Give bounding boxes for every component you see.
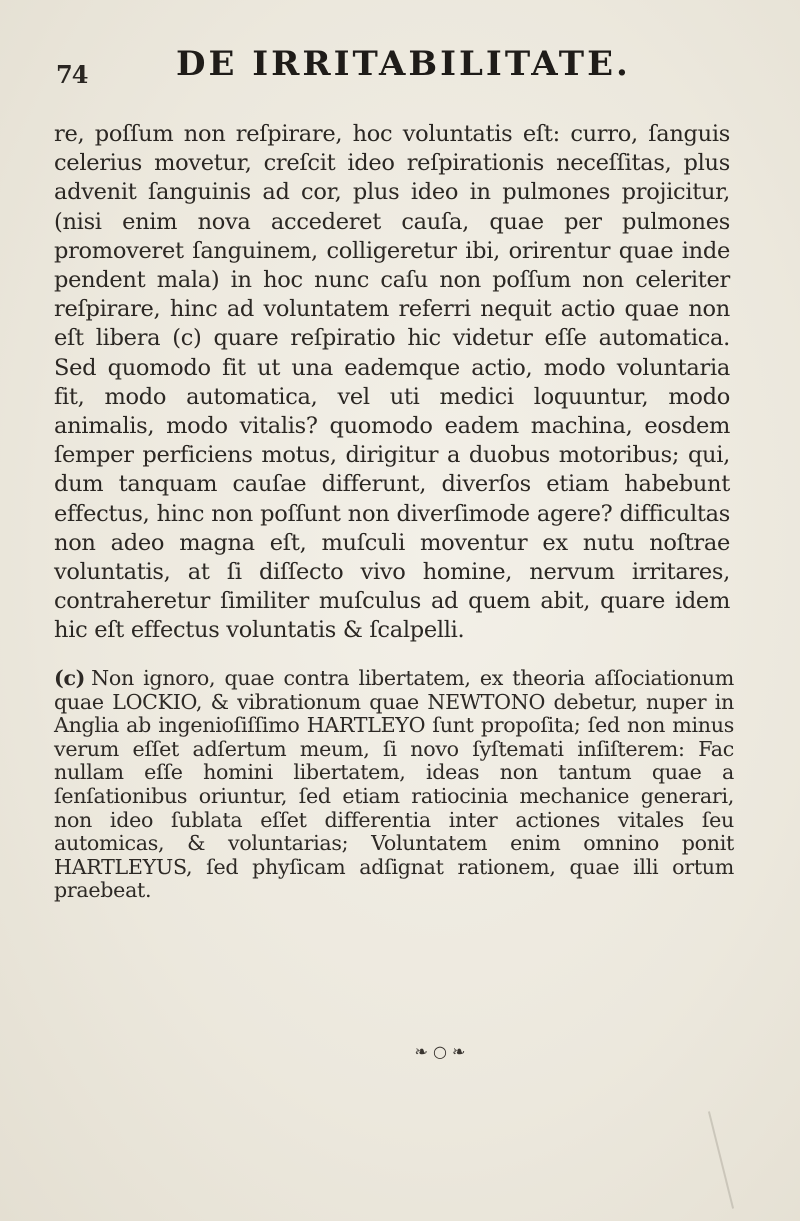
- footnote-marker: (c): [54, 666, 86, 690]
- page-header: [46, 42, 766, 102]
- main-paragraph: re, poſſum non reſpirare, hoc voluntatis eſt: curro, ſanguis celerius movetur, creſcit ideo reſpirationis neceſſitas, plus advenit ſanguinis ad cor, plus ideo in pulmones projicitur, (nisi enim nova accederet cauſa, quae per pulmones promoveret ſanguinem, colligeretur ibi, orirentur quae inde pendent mala) in hoc nunc caſu non poſſum non celeriter reſpirare, hinc ad voluntatem referri nequit actio quae non eſt libera (c) quare reſpiratio hic videtur eſſe automatica. Sed quomodo fit ut una eademque actio, modo voluntaria fit, modo automatica, vel uti medici loquuntur, modo animalis, modo vitalis? quomodo eadem machina, eosdem ſemper perficiens motus, dirigitur a duobus motoribus; qui, dum tanquam cauſae differunt, diverſos etiam habebunt effectus, hinc non poſſunt non diverſimode agere? difficultas non adeo magna eſt, muſculi moventur ex nutu noſtrae voluntatis, at ſi diſſecto vivo homine, nervum irritares, contraheretur ſimiliter muſculus ad quem abit, quare idem hic eſt effectus voluntatis & ſcalpelli.: [54, 121, 730, 644]
- footnote: [54, 667, 734, 903]
- footnote-text: Non ignoro, quae contra libertatem, ex theoria aſſociationum quae LOCKIO, & vibrationum quae NEWTONO debetur, nuper in Anglia ab ingenioſiſſimo HARTLEYO ſunt propoſita; ſed non minus verum eſſet adſertum meum, ſi novo ſyſtemati inſiſterem: Fac nullam eſſe homini libertatem, ideas non tantum quae a ſenſationibus oriuntur, ſed etiam ratiocinia mechanice generari, non ideo ſublata eſſet differentia inter actiones vitales ſeu automicas, & voluntarias; Voluntatem enim omnino ponit HARTLEYUS, ſed phyſicam adſignat rationem, quae illi ortum praebeat.: [54, 666, 734, 903]
- running-head: DE IRRITABILITATE.: [176, 44, 631, 84]
- page-number: 74: [56, 60, 88, 89]
- paper-mark: [708, 1111, 734, 1209]
- tailpiece-ornament: ❧ ○ ❧: [414, 1042, 466, 1061]
